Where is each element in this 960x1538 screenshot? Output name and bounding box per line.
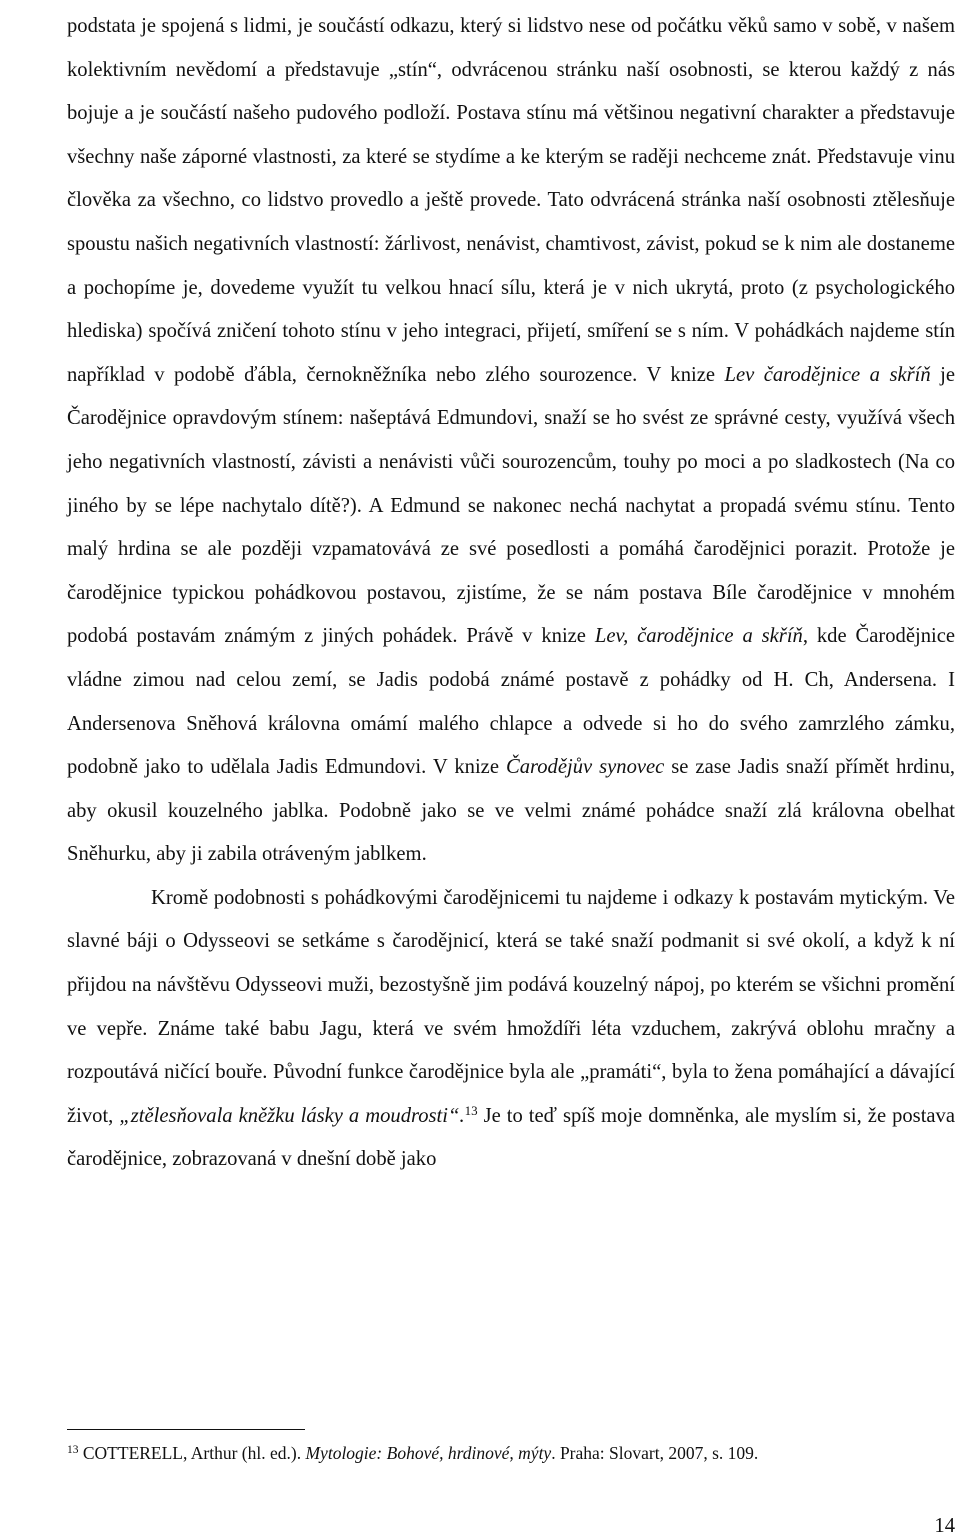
footnote-divider (67, 1429, 305, 1430)
book-title-lev-carodejnice-a-skrin: Lev čarodějnice a skříň (724, 363, 931, 386)
footnote-book-title: Mytologie: Bohové, hrdinové, mýty (305, 1443, 552, 1463)
footnote-reference: 13 (464, 1102, 478, 1118)
body-paragraph-1 (67, 0, 955, 877)
book-title-lev-carodejnice-a-skrin-2: Lev, čarodějnice a skříň (594, 625, 803, 648)
page-number: 14 (934, 1515, 955, 1537)
page-body (67, 0, 955, 1182)
paragraph-1-text-3: , kde Čarodějnice vládne zimou nad celou zemí, se Jadis podobá známé postavě z pohádky od H. Ch, Andersena. I Andersenova Sněhová královna omámí malého chlapce a odvede si ho do svého zamrzlého zámku, podobně jako to udělala Jadis Edmundovi. V knize (67, 625, 956, 779)
paragraph-1-text-2: je Čarodějnice opravdovým stínem: našeptává Edmundovi, snaží se ho svést ze správné cesty, využívá všech jeho negativních vlastností, závisti a nenávisti vůči sourozencům, touhy po moci a po sladkostech (Na co jiného by se lépe nachytalo dítě?). A Edmund se nakonec nechá nachytat a propadá svému stínu. Tento malý hrdina se ale později vzpamatovává ze své posedlosti a pomáhá čarodějnici porazit. Protože je čarodějnice typickou pohádkovou postavou, zjistíme, že se nám postava Bíle čarodějnice v mnohém podobá postavám známým z jiných pohádek. Právě v knize (67, 363, 955, 648)
footnote (67, 1440, 957, 1466)
book-title-carodejuv-synovec: Čarodějův synovec (505, 756, 665, 779)
body-paragraph-2 (67, 877, 955, 1182)
footnote-number: 13 (67, 1444, 79, 1456)
paragraph-1-text-4: se zase Jadis snaží přímět hrdinu, aby okusil kouzelného jablka. Podobně jako se ve velmi známé pohádce snaží zlá královna obelhat Sněhurku, aby ji zabila otráveným jablkem. (67, 756, 956, 866)
footnote-text-2: . Praha: Slovart, 2007, s. 109. (551, 1443, 759, 1463)
paragraph-2-text-1: Kromě podobnosti s pohádkovými čarodějnicemi tu najdeme i odkazy k postavám mytickým. Ve slavné báji o Odysseovi se setkáme s čarodějnicí, která se také snaží podmanit si své okolí, a když k ní přijdou na návštěvu Odysseovi muži, bezostyšně jim podává kouzelný nápoj, po kterém se všichni promění ve vepře. Známe také babu Jagu, která ve svém hmoždíři léta vzduchem, zakrývá oblohu mračny a rozpoutává ničící bouře. Původní funkce čarodějnice byla ale „pramáti“, byla to žena pomáhající a dávající život, (67, 886, 955, 1127)
paragraph-1-text-1: podstata je spojená s lidmi, je součástí odkazu, který si lidstvo nese od počátku věků samo v sobě, v našem kolektivním nevědomí a představuje „stín“, odvrácenou stránku naší osobnosti, se kterou každý z nás bojuje a je součástí našeho pudového podloží. Postava stínu má většinou negativní charakter a představuje všechny naše záporné vlastnosti, za které se stydíme a ke kterým se raději nechceme znát. Představuje vinu člověka za všechno, co lidstvo provedlo a ještě provede. Tato odvrácená stránka naší osobnosti ztělesňuje spoustu našich negativních vlastností: žárlivost, nenávist, chamtivost, závist, pokud se k nim ale dostaneme a pochopíme je, dovedeme využít tu velkou hnací sílu, která je v nich ukrytá, proto (z psychologického hlediska) spočívá zničení tohoto stínu v jeho integraci, přijetí, smíření se s ním. V pohádkách najdeme stín například v podobě ďábla, černokněžníka nebo zlého sourozence. V knize (67, 15, 955, 386)
paragraph-2-text-2: Je to teď spíš moje domněnka, ale myslím si, že postava čarodějnice, zobrazovaná v dnešní době jako (67, 1104, 955, 1171)
footnote-text-1: COTTERELL, Arthur (hl. ed.). (78, 1443, 306, 1463)
quote-kneza-lasky: „ztělesňovala kněžku lásky a moudrosti“. (119, 1104, 465, 1127)
